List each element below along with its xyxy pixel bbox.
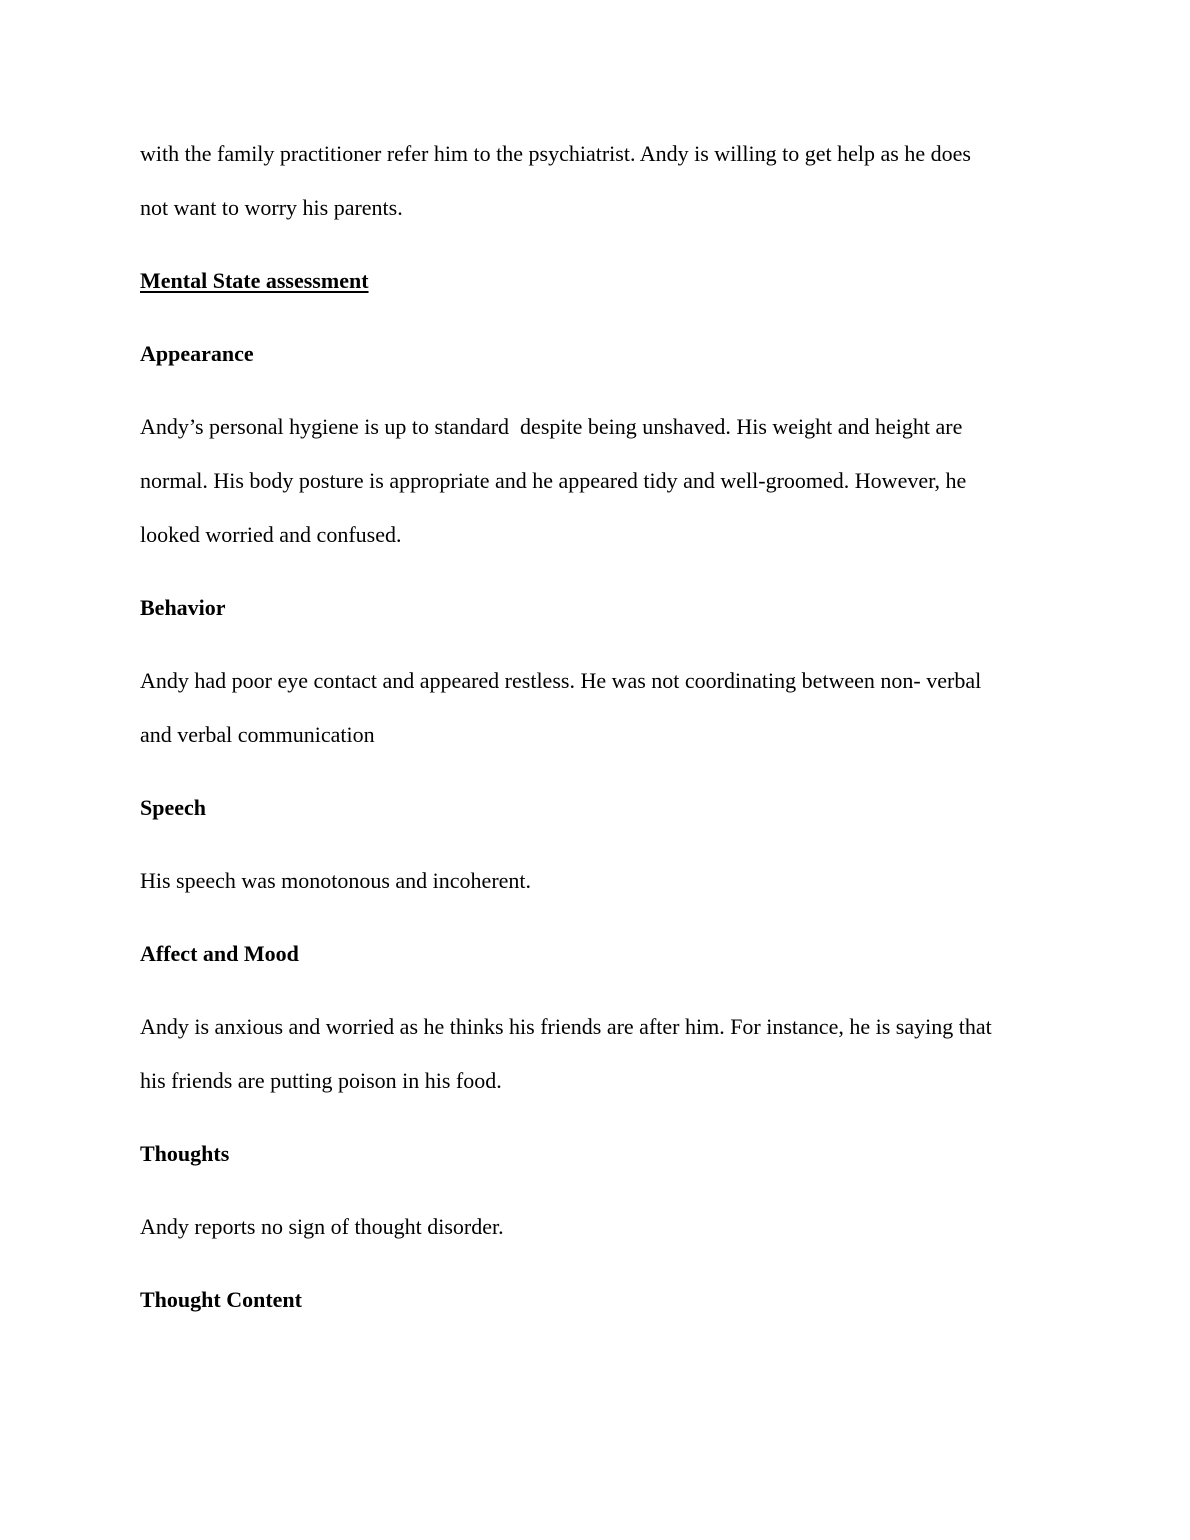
body-text-line: not want to worry his parents. [140,195,403,220]
body-text-line: normal. His body posture is appropriate and he appeared tidy and well-groomed. However, he [140,468,967,493]
subheading-speech: Speech [140,795,206,820]
body-text-line: Andy had poor eye contact and appeared restless. He was not coordinating between non- verbal [140,668,982,693]
body-text-line: His speech was monotonous and incoherent. [140,868,532,893]
body-text-line: his friends are putting poison in his food. [140,1068,502,1093]
subheading-thought-content: Thought Content [140,1287,302,1312]
subheading-affect-and-mood: Affect and Mood [140,941,299,966]
body-text-line: and verbal communication [140,722,375,747]
body-text-line: Andy reports no sign of thought disorder. [140,1214,504,1239]
body-text-line: with the family practitioner refer him to the psychiatrist. Andy is willing to get help as he does [140,141,971,166]
body-text-line: looked worried and confused. [140,522,402,547]
subheading-appearance: Appearance [140,341,254,366]
subheading-thoughts: Thoughts [140,1141,230,1166]
subheading-behavior: Behavior [140,595,226,620]
body-text-line: Andy is anxious and worried as he thinks his friends are after him. For instance, he is saying that [140,1014,992,1039]
body-text-line: Andy’s personal hygiene is up to standard despite being unshaved. His weight and height are [140,414,963,439]
section-title: Mental State assessment [140,268,369,293]
